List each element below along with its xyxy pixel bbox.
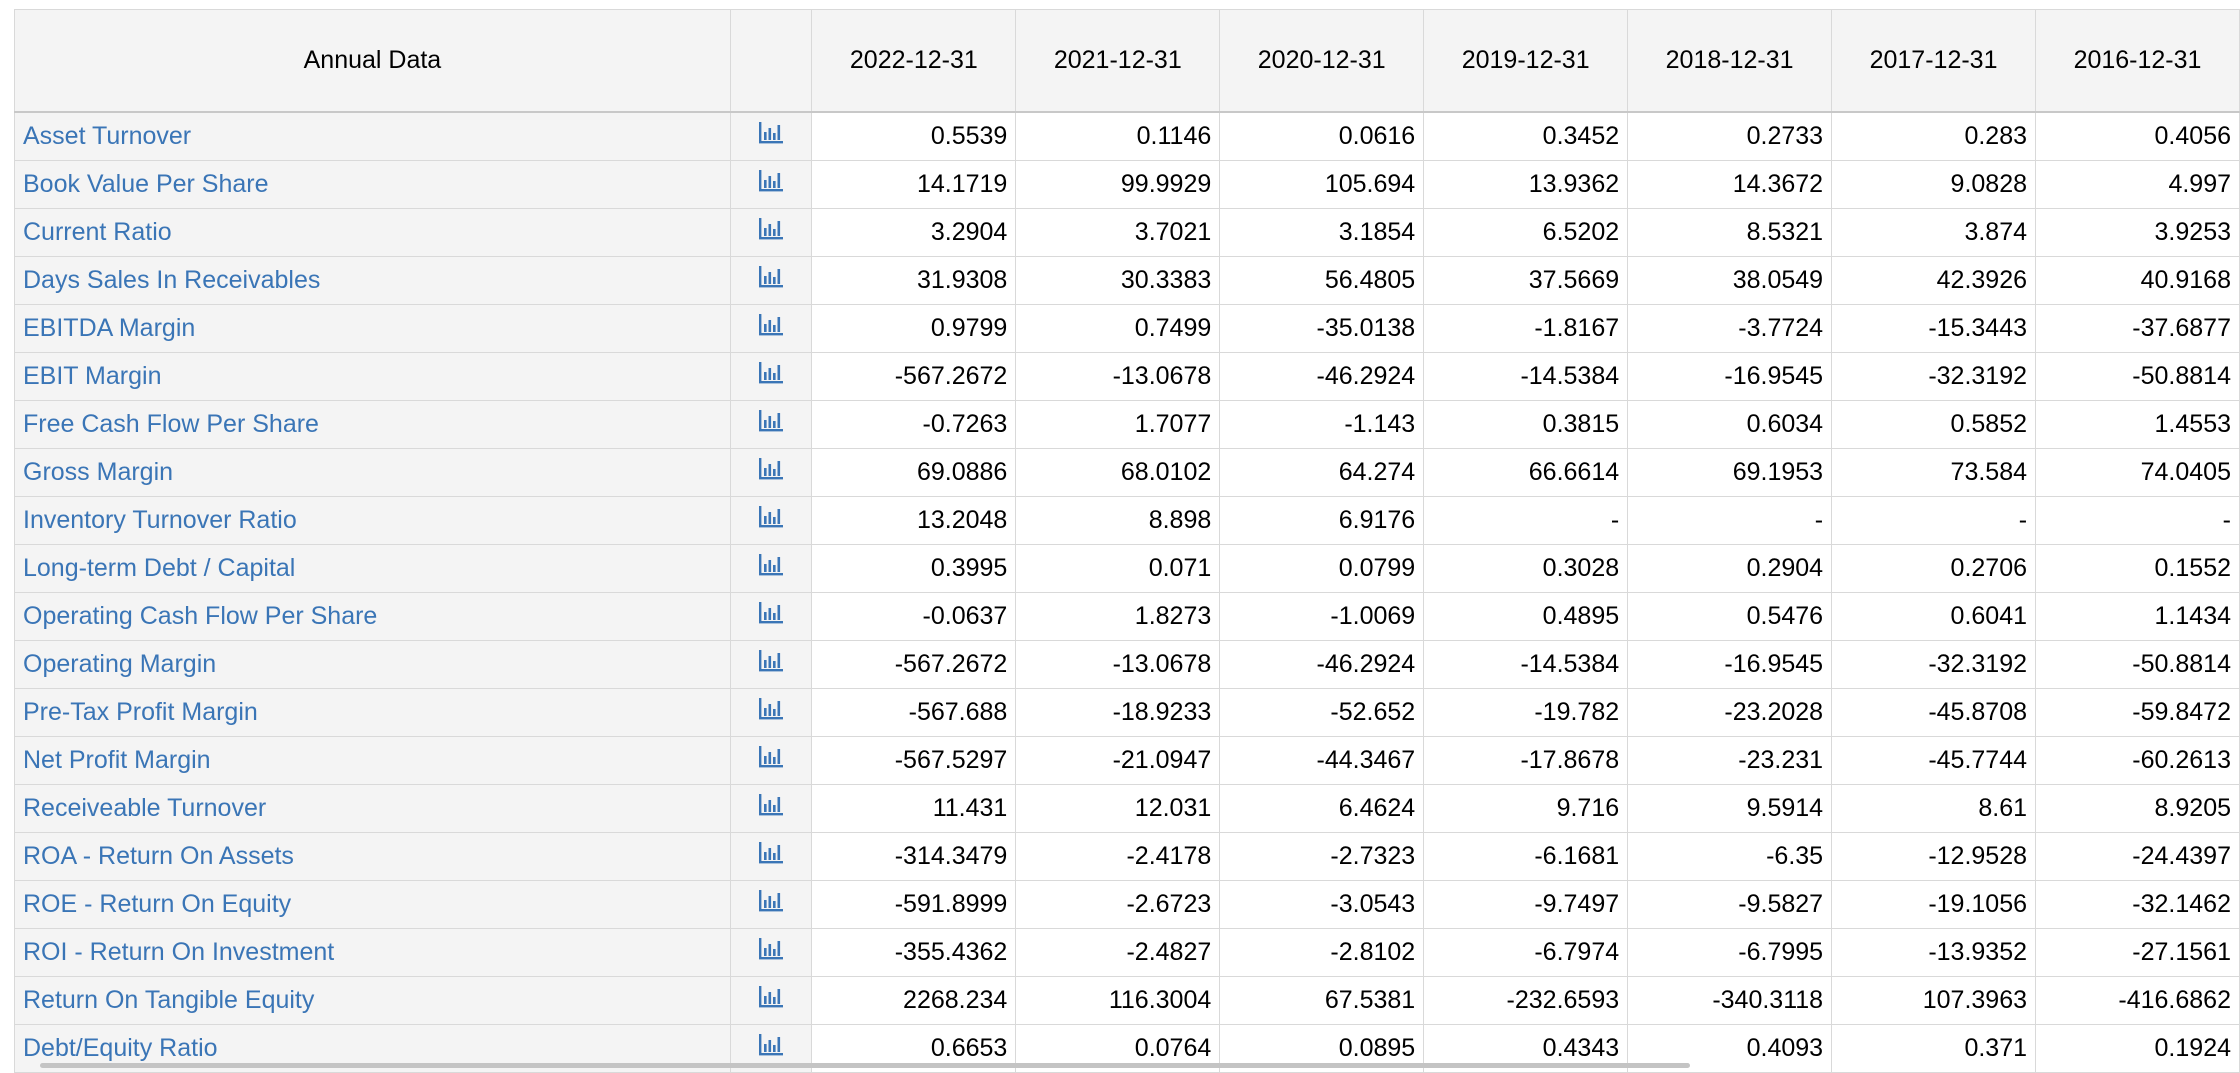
row-label-link[interactable]: Days Sales In Receivables (15, 257, 731, 305)
value-cell: 3.7021 (1016, 209, 1220, 257)
value-cell: 68.0102 (1016, 449, 1220, 497)
annual-data-table (14, 9, 2240, 1073)
value-cell: -23.2028 (1628, 689, 1832, 737)
row-label-link[interactable]: ROE - Return On Equity (15, 881, 731, 929)
value-cell: 0.0764 (1016, 1025, 1220, 1073)
horizontal-scrollbar[interactable] (40, 1063, 1690, 1068)
value-cell: 0.6653 (812, 1025, 1016, 1073)
value-cell: 64.274 (1220, 449, 1424, 497)
value-cell: - (1832, 497, 2036, 545)
value-cell: -50.8814 (2036, 641, 2240, 689)
value-cell: 4.997 (2036, 161, 2240, 209)
value-cell: -1.143 (1220, 401, 1424, 449)
row-label-link[interactable]: ROI - Return On Investment (15, 929, 731, 977)
bar-chart-icon (757, 312, 785, 345)
column-header-date: 2021-12-31 (1016, 10, 1220, 113)
table-row (15, 257, 2240, 305)
value-cell: -46.2924 (1220, 641, 1424, 689)
value-cell: -23.231 (1628, 737, 1832, 785)
row-label-link[interactable]: Asset Turnover (15, 112, 731, 161)
table-row (15, 112, 2240, 161)
value-cell: -16.9545 (1628, 353, 1832, 401)
row-label-link[interactable]: Pre-Tax Profit Margin (15, 689, 731, 737)
value-cell: -13.0678 (1016, 353, 1220, 401)
table-row (15, 881, 2240, 929)
value-cell: 8.9205 (2036, 785, 2240, 833)
value-cell: -567.5297 (812, 737, 1016, 785)
column-header-date: 2018-12-31 (1628, 10, 1832, 113)
value-cell: 6.4624 (1220, 785, 1424, 833)
value-cell: -60.2613 (2036, 737, 2240, 785)
row-chart-button[interactable] (730, 593, 812, 641)
row-label-link[interactable]: Gross Margin (15, 449, 731, 497)
value-cell: -2.4178 (1016, 833, 1220, 881)
bar-chart-icon (757, 120, 785, 153)
value-cell: -340.3118 (1628, 977, 1832, 1025)
table-row (15, 593, 2240, 641)
value-cell: -12.9528 (1832, 833, 2036, 881)
value-cell: 74.0405 (2036, 449, 2240, 497)
bar-chart-icon (757, 408, 785, 441)
value-cell: 0.071 (1016, 545, 1220, 593)
value-cell: 73.584 (1832, 449, 2036, 497)
row-chart-button[interactable] (730, 257, 812, 305)
row-chart-button[interactable] (730, 737, 812, 785)
value-cell: -3.7724 (1628, 305, 1832, 353)
value-cell: 0.3995 (812, 545, 1016, 593)
row-chart-button[interactable] (730, 161, 812, 209)
value-cell: 31.9308 (812, 257, 1016, 305)
value-cell: -21.0947 (1016, 737, 1220, 785)
value-cell: -17.8678 (1424, 737, 1628, 785)
value-cell: 13.9362 (1424, 161, 1628, 209)
value-cell: 9.716 (1424, 785, 1628, 833)
value-cell: -37.6877 (2036, 305, 2240, 353)
value-cell: 1.8273 (1016, 593, 1220, 641)
value-cell: 14.1719 (812, 161, 1016, 209)
table-row (15, 497, 2240, 545)
value-cell: 0.1924 (2036, 1025, 2240, 1073)
value-cell: -32.3192 (1832, 353, 2036, 401)
value-cell: -6.7995 (1628, 929, 1832, 977)
row-label-link[interactable]: Operating Cash Flow Per Share (15, 593, 731, 641)
value-cell: 0.2706 (1832, 545, 2036, 593)
header-row (15, 10, 2240, 113)
row-label-link[interactable]: Current Ratio (15, 209, 731, 257)
value-cell: 69.1953 (1628, 449, 1832, 497)
value-cell: 56.4805 (1220, 257, 1424, 305)
value-cell: 12.031 (1016, 785, 1220, 833)
value-cell: -24.4397 (2036, 833, 2240, 881)
value-cell: -13.0678 (1016, 641, 1220, 689)
row-chart-button[interactable] (730, 305, 812, 353)
value-cell: -314.3479 (812, 833, 1016, 881)
value-cell: -13.9352 (1832, 929, 2036, 977)
row-label-link[interactable]: Free Cash Flow Per Share (15, 401, 731, 449)
value-cell: 8.61 (1832, 785, 2036, 833)
row-label-link[interactable]: EBIT Margin (15, 353, 731, 401)
row-label-link[interactable]: Return On Tangible Equity (15, 977, 731, 1025)
value-cell: 11.431 (812, 785, 1016, 833)
value-cell: -14.5384 (1424, 353, 1628, 401)
value-cell: -416.6862 (2036, 977, 2240, 1025)
value-cell: 105.694 (1220, 161, 1424, 209)
row-chart-button[interactable] (730, 833, 812, 881)
value-cell: 69.0886 (812, 449, 1016, 497)
value-cell: 1.7077 (1016, 401, 1220, 449)
table-row (15, 353, 2240, 401)
bar-chart-icon (757, 840, 785, 873)
value-cell: -32.3192 (1832, 641, 2036, 689)
value-cell: 2268.234 (812, 977, 1016, 1025)
table-row (15, 161, 2240, 209)
bar-chart-icon (757, 984, 785, 1017)
value-cell: - (2036, 497, 2240, 545)
table-row (15, 689, 2240, 737)
value-cell: -591.8999 (812, 881, 1016, 929)
value-cell: -19.782 (1424, 689, 1628, 737)
column-header-date: 2019-12-31 (1424, 10, 1628, 113)
value-cell: 66.6614 (1424, 449, 1628, 497)
row-chart-button[interactable] (730, 689, 812, 737)
bar-chart-icon (757, 216, 785, 249)
value-cell: - (1424, 497, 1628, 545)
value-cell: 1.4553 (2036, 401, 2240, 449)
row-chart-button[interactable] (730, 112, 812, 161)
value-cell: -27.1561 (2036, 929, 2240, 977)
row-chart-button[interactable] (730, 353, 812, 401)
value-cell: 3.1854 (1220, 209, 1424, 257)
value-cell: 0.6034 (1628, 401, 1832, 449)
table-row (15, 929, 2240, 977)
value-cell: 0.5539 (812, 112, 1016, 161)
value-cell: 0.3028 (1424, 545, 1628, 593)
value-cell: -1.0069 (1220, 593, 1424, 641)
value-cell: -2.6723 (1016, 881, 1220, 929)
row-label-link[interactable]: Operating Margin (15, 641, 731, 689)
row-chart-button[interactable] (730, 545, 812, 593)
bar-chart-icon (757, 648, 785, 681)
value-cell: - (1628, 497, 1832, 545)
value-cell: 30.3383 (1016, 257, 1220, 305)
value-cell: 8.5321 (1628, 209, 1832, 257)
value-cell: 42.3926 (1832, 257, 2036, 305)
annual-data-table-container (14, 9, 2231, 1068)
row-chart-button[interactable] (730, 401, 812, 449)
value-cell: -9.5827 (1628, 881, 1832, 929)
column-header-date: 2020-12-31 (1220, 10, 1424, 113)
value-cell: 116.3004 (1016, 977, 1220, 1025)
value-cell: 0.5476 (1628, 593, 1832, 641)
column-header-date: 2016-12-31 (2036, 10, 2240, 113)
row-label-link[interactable]: Debt/Equity Ratio (15, 1025, 731, 1073)
corner-header: Annual Data (15, 10, 731, 113)
value-cell: 3.2904 (812, 209, 1016, 257)
row-label-link[interactable]: Book Value Per Share (15, 161, 731, 209)
value-cell: -14.5384 (1424, 641, 1628, 689)
table-row (15, 305, 2240, 353)
row-label-link[interactable]: Inventory Turnover Ratio (15, 497, 731, 545)
value-cell: 0.9799 (812, 305, 1016, 353)
value-cell: 0.4056 (2036, 112, 2240, 161)
value-cell: 0.0799 (1220, 545, 1424, 593)
value-cell: 0.4895 (1424, 593, 1628, 641)
value-cell: -567.2672 (812, 641, 1016, 689)
value-cell: -6.35 (1628, 833, 1832, 881)
bar-chart-icon (757, 936, 785, 969)
value-cell: 0.2733 (1628, 112, 1832, 161)
value-cell: 0.4343 (1424, 1025, 1628, 1073)
value-cell: -567.688 (812, 689, 1016, 737)
value-cell: 0.2904 (1628, 545, 1832, 593)
value-cell: 6.5202 (1424, 209, 1628, 257)
value-cell: -46.2924 (1220, 353, 1424, 401)
row-label-link[interactable]: Net Profit Margin (15, 737, 731, 785)
value-cell: 37.5669 (1424, 257, 1628, 305)
row-chart-button[interactable] (730, 497, 812, 545)
value-cell: -19.1056 (1832, 881, 2036, 929)
value-cell: 107.3963 (1832, 977, 2036, 1025)
value-cell: 0.5852 (1832, 401, 2036, 449)
value-cell: 14.3672 (1628, 161, 1832, 209)
value-cell: 0.3815 (1424, 401, 1628, 449)
bar-chart-icon (757, 504, 785, 537)
bar-chart-icon (757, 360, 785, 393)
bar-chart-icon (757, 264, 785, 297)
value-cell: -52.652 (1220, 689, 1424, 737)
value-cell: -50.8814 (2036, 353, 2240, 401)
bar-chart-icon (757, 1032, 785, 1065)
bar-chart-icon (757, 888, 785, 921)
value-cell: 6.9176 (1220, 497, 1424, 545)
value-cell: -3.0543 (1220, 881, 1424, 929)
row-label-link[interactable]: EBITDA Margin (15, 305, 731, 353)
value-cell: -567.2672 (812, 353, 1016, 401)
value-cell: -35.0138 (1220, 305, 1424, 353)
value-cell: -45.7744 (1832, 737, 2036, 785)
value-cell: 40.9168 (2036, 257, 2240, 305)
value-cell: -59.8472 (2036, 689, 2240, 737)
value-cell: -18.9233 (1016, 689, 1220, 737)
value-cell: -6.7974 (1424, 929, 1628, 977)
row-label-link[interactable]: Long-term Debt / Capital (15, 545, 731, 593)
value-cell: 0.0616 (1220, 112, 1424, 161)
row-chart-button[interactable] (730, 641, 812, 689)
value-cell: 8.898 (1016, 497, 1220, 545)
table-row (15, 737, 2240, 785)
table-row (15, 209, 2240, 257)
value-cell: 0.6041 (1832, 593, 2036, 641)
row-chart-button[interactable] (730, 977, 812, 1025)
row-chart-button[interactable] (730, 785, 812, 833)
table-row (15, 545, 2240, 593)
bar-chart-icon (757, 696, 785, 729)
value-cell: -355.4362 (812, 929, 1016, 977)
table-row (15, 449, 2240, 497)
value-cell: -232.6593 (1424, 977, 1628, 1025)
value-cell: 0.1146 (1016, 112, 1220, 161)
value-cell: -9.7497 (1424, 881, 1628, 929)
value-cell: -2.8102 (1220, 929, 1424, 977)
value-cell: 38.0549 (1628, 257, 1832, 305)
value-cell: 3.9253 (2036, 209, 2240, 257)
value-cell: -1.8167 (1424, 305, 1628, 353)
value-cell: 9.0828 (1832, 161, 2036, 209)
row-label-link[interactable]: ROA - Return On Assets (15, 833, 731, 881)
value-cell: 99.9929 (1016, 161, 1220, 209)
value-cell: 0.4093 (1628, 1025, 1832, 1073)
value-cell: -0.7263 (812, 401, 1016, 449)
bar-chart-icon (757, 168, 785, 201)
table-row (15, 977, 2240, 1025)
bar-chart-icon (757, 744, 785, 777)
bar-chart-icon (757, 600, 785, 633)
value-cell: 0.7499 (1016, 305, 1220, 353)
value-cell: 0.283 (1832, 112, 2036, 161)
value-cell: 9.5914 (1628, 785, 1832, 833)
bar-chart-icon (757, 792, 785, 825)
value-cell: 0.1552 (2036, 545, 2240, 593)
table-row (15, 641, 2240, 689)
value-cell: 0.371 (1832, 1025, 2036, 1073)
column-header-date: 2022-12-31 (812, 10, 1016, 113)
row-label-link[interactable]: Receiveable Turnover (15, 785, 731, 833)
value-cell: -45.8708 (1832, 689, 2036, 737)
value-cell: -15.3443 (1832, 305, 2036, 353)
table-row (15, 833, 2240, 881)
value-cell: 0.0895 (1220, 1025, 1424, 1073)
value-cell: -16.9545 (1628, 641, 1832, 689)
value-cell: -2.7323 (1220, 833, 1424, 881)
row-chart-button[interactable] (730, 449, 812, 497)
value-cell: 13.2048 (812, 497, 1016, 545)
row-chart-button[interactable] (730, 209, 812, 257)
value-cell: 1.1434 (2036, 593, 2240, 641)
value-cell: -2.4827 (1016, 929, 1220, 977)
value-cell: 3.874 (1832, 209, 2036, 257)
bar-chart-icon (757, 456, 785, 489)
table-row (15, 785, 2240, 833)
table-row (15, 401, 2240, 449)
row-chart-button[interactable] (730, 929, 812, 977)
value-cell: -32.1462 (2036, 881, 2240, 929)
value-cell: 67.5381 (1220, 977, 1424, 1025)
row-chart-button[interactable] (730, 881, 812, 929)
bar-chart-icon (757, 552, 785, 585)
chart-column-header (730, 10, 812, 113)
value-cell: 0.3452 (1424, 112, 1628, 161)
value-cell: -6.1681 (1424, 833, 1628, 881)
value-cell: -0.0637 (812, 593, 1016, 641)
column-header-date: 2017-12-31 (1832, 10, 2036, 113)
value-cell: -44.3467 (1220, 737, 1424, 785)
